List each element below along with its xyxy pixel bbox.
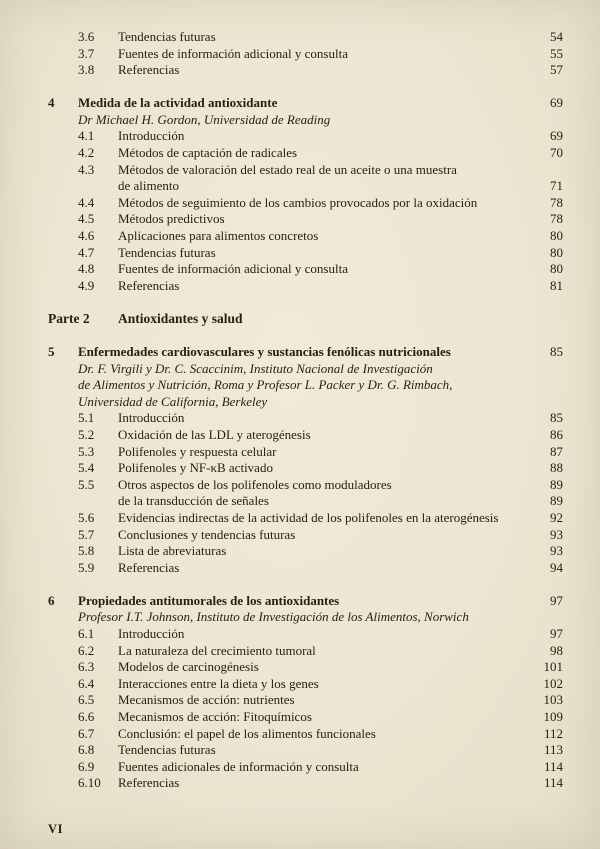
section-title: Tendencias futuras bbox=[118, 742, 216, 758]
section-title: Métodos de captación de radicales bbox=[118, 145, 298, 161]
section-page-number: 114 bbox=[543, 775, 563, 791]
toc-section-row bbox=[48, 261, 563, 278]
chapter-authors-row bbox=[48, 377, 563, 394]
section-number: 4.2 bbox=[78, 145, 95, 161]
section-page-number: 93 bbox=[550, 543, 563, 559]
section-page-number: 71 bbox=[550, 178, 563, 194]
toc-section-row bbox=[48, 527, 563, 544]
toc-section-row bbox=[48, 46, 563, 63]
section-number: 5.1 bbox=[78, 410, 95, 426]
section-title: Referencias bbox=[118, 775, 180, 791]
section-title: Fuentes adicionales de información y consulta bbox=[118, 758, 359, 774]
toc-section-row bbox=[48, 543, 563, 560]
section-page-number: 80 bbox=[550, 244, 563, 260]
section-number: 6.3 bbox=[78, 659, 95, 675]
section-title: Polifenoles y respuesta celular bbox=[118, 443, 277, 459]
section-page-number: 87 bbox=[550, 443, 563, 459]
chapter-block bbox=[48, 95, 563, 294]
toc-section-row bbox=[48, 759, 563, 776]
section-number: 5.6 bbox=[78, 509, 95, 525]
chapter-title: Medida de la actividad antioxidante bbox=[78, 95, 278, 111]
toc-section-row bbox=[48, 145, 563, 162]
section-title: Aplicaciones para alimentos concretos bbox=[118, 228, 319, 244]
section-title: La naturaleza del crecimiento tumoral bbox=[118, 642, 316, 658]
section-title: Mecanismos de acción: nutrientes bbox=[118, 692, 295, 708]
section-title: Tendencias futuras bbox=[118, 29, 216, 44]
chapter-tail-block bbox=[48, 29, 563, 79]
section-title: de la transducción de señales bbox=[118, 493, 269, 509]
toc-section-row bbox=[48, 626, 563, 643]
section-number: 3.8 bbox=[78, 62, 95, 78]
toc-section-row bbox=[48, 62, 563, 79]
section-page-number: 54 bbox=[550, 29, 563, 44]
section-page-number: 103 bbox=[543, 692, 563, 708]
toc-section-row bbox=[48, 775, 563, 792]
section-title: Fuentes de información adicional y consulta bbox=[118, 261, 348, 277]
section-number: 4.1 bbox=[78, 128, 95, 144]
section-title: Oxidación de las LDL y aterogénesis bbox=[118, 426, 311, 442]
section-page-number: 69 bbox=[550, 128, 563, 144]
chapter-title: Enfermedades cardiovasculares y sustancias fenólicas nutricionales bbox=[78, 344, 451, 359]
section-page-number: 78 bbox=[550, 194, 563, 210]
section-number: 4.5 bbox=[78, 211, 95, 227]
chapter-authors: de Alimentos y Nutrición, Roma y Profesor L. Packer y Dr. G. Rimbach, bbox=[78, 377, 453, 393]
section-page-number: 86 bbox=[550, 426, 563, 442]
section-page-number: 92 bbox=[550, 509, 563, 525]
section-page-number: 112 bbox=[543, 725, 563, 741]
section-number: 4.7 bbox=[78, 244, 95, 260]
toc-section-row bbox=[48, 659, 563, 676]
toc-section-row bbox=[48, 410, 563, 427]
section-page-number: 78 bbox=[550, 211, 563, 227]
part-label: Parte 2 bbox=[48, 310, 90, 326]
section-title: Mecanismos de acción: Fitoquímicos bbox=[118, 708, 312, 724]
chapter-page-number: 97 bbox=[550, 592, 563, 608]
chapter-authors: Universidad de California, Berkeley bbox=[78, 393, 268, 409]
section-title: Fuentes de información adicional y consulta bbox=[118, 45, 348, 61]
section-page-number: 80 bbox=[550, 228, 563, 244]
section-title: Modelos de carcinogénesis bbox=[118, 659, 259, 675]
section-title: Tendencias futuras bbox=[118, 244, 216, 260]
section-page-number: 57 bbox=[550, 62, 563, 78]
section-number: 5.2 bbox=[78, 426, 95, 442]
section-number: 4.9 bbox=[78, 277, 95, 293]
toc-section-row bbox=[48, 560, 563, 577]
toc-section-row bbox=[48, 510, 563, 527]
section-number: 6.4 bbox=[78, 675, 95, 691]
section-number: 4.6 bbox=[78, 228, 95, 244]
toc-section-row bbox=[48, 195, 563, 212]
toc-section-row bbox=[48, 444, 563, 461]
section-title: Polifenoles y NF-κB activado bbox=[118, 460, 273, 476]
section-title: Introducción bbox=[118, 410, 185, 426]
section-page-number: 114 bbox=[543, 758, 563, 774]
chapter-authors-row bbox=[48, 394, 563, 411]
chapter-authors-row bbox=[48, 361, 563, 378]
section-title: Conclusión: el papel de los alimentos funcionales bbox=[118, 725, 376, 741]
section-title: Lista de abreviaturas bbox=[118, 543, 227, 559]
section-page-number: 80 bbox=[550, 261, 563, 277]
chapter-number: 6 bbox=[48, 592, 55, 608]
section-title: Métodos de seguimiento de los cambios provocados por la oxidación bbox=[118, 194, 478, 210]
section-number: 6.8 bbox=[78, 742, 95, 758]
section-page-number: 113 bbox=[543, 742, 563, 758]
section-number: 6.6 bbox=[78, 708, 95, 724]
section-number: 6.5 bbox=[78, 692, 95, 708]
section-number: 4.3 bbox=[78, 161, 95, 177]
part-title: Antioxidantes y salud bbox=[118, 310, 243, 326]
chapter-title: Propiedades antitumorales de los antioxidantes bbox=[78, 592, 340, 608]
section-number: 4.4 bbox=[78, 194, 95, 210]
chapter-authors: Dr Michael H. Gordon, Universidad de Reading bbox=[78, 111, 331, 127]
toc-section-row bbox=[48, 692, 563, 709]
chapter-authors-row bbox=[48, 609, 563, 626]
toc-section-row bbox=[48, 709, 563, 726]
section-page-number: 98 bbox=[550, 642, 563, 658]
chapter-number: 5 bbox=[48, 344, 55, 359]
section-page-number: 70 bbox=[550, 145, 563, 161]
toc-section-row bbox=[48, 178, 563, 195]
toc-section-row bbox=[48, 29, 563, 46]
section-title: Evidencias indirectas de la actividad de los polifenoles en la aterogénesis bbox=[118, 509, 499, 525]
section-page-number: 81 bbox=[550, 277, 563, 293]
toc-section-row bbox=[48, 245, 563, 262]
toc-section-row bbox=[48, 278, 563, 295]
section-number: 3.7 bbox=[78, 45, 95, 61]
section-number: 4.8 bbox=[78, 261, 95, 277]
toc-chapter-row bbox=[48, 344, 563, 361]
section-number: 6.7 bbox=[78, 725, 95, 741]
section-number: 6.2 bbox=[78, 642, 95, 658]
section-title: Interacciones entre la dieta y los genes bbox=[118, 675, 319, 691]
toc-section-row bbox=[48, 742, 563, 759]
section-title: Conclusiones y tendencias futuras bbox=[118, 526, 296, 542]
section-number: 5.3 bbox=[78, 443, 95, 459]
section-number: 6.1 bbox=[78, 626, 95, 641]
toc-section-row bbox=[48, 493, 563, 510]
toc-chapter-row bbox=[48, 593, 563, 610]
toc-section-row bbox=[48, 460, 563, 477]
chapter-block bbox=[48, 593, 563, 792]
section-number: 5.8 bbox=[78, 543, 95, 559]
section-number: 6.10 bbox=[78, 775, 101, 791]
toc-section-row bbox=[48, 726, 563, 743]
section-title: de alimento bbox=[118, 178, 180, 194]
section-title: Introducción bbox=[118, 626, 185, 641]
section-page-number: 89 bbox=[550, 493, 563, 509]
section-title: Introducción bbox=[118, 128, 185, 144]
section-page-number: 88 bbox=[550, 460, 563, 476]
chapter-authors-row bbox=[48, 112, 563, 129]
section-title: Otros aspectos de los polifenoles como moduladores bbox=[118, 476, 392, 492]
section-number: 5.5 bbox=[78, 476, 95, 492]
section-page-number: 102 bbox=[543, 675, 563, 691]
section-page-number: 94 bbox=[550, 559, 563, 575]
toc-section-row bbox=[48, 477, 563, 494]
toc-section-row bbox=[48, 162, 563, 179]
section-page-number: 101 bbox=[543, 659, 563, 675]
part-heading-row bbox=[48, 311, 563, 328]
section-number: 3.6 bbox=[78, 29, 95, 44]
toc-section-row bbox=[48, 643, 563, 660]
section-page-number: 55 bbox=[550, 45, 563, 61]
page-number-footer: VI bbox=[48, 822, 64, 836]
toc-section-row bbox=[48, 211, 563, 228]
toc-section-row bbox=[48, 128, 563, 145]
section-number: 5.7 bbox=[78, 526, 95, 542]
section-title: Métodos de valoración del estado real de un aceite o una muestra bbox=[118, 161, 457, 177]
section-number: 5.9 bbox=[78, 559, 95, 575]
section-page-number: 109 bbox=[543, 708, 563, 724]
section-page-number: 89 bbox=[550, 476, 563, 492]
section-number: 5.4 bbox=[78, 460, 95, 476]
section-number: 6.9 bbox=[78, 758, 95, 774]
section-page-number: 93 bbox=[550, 526, 563, 542]
chapter-number: 4 bbox=[48, 95, 55, 111]
chapter-authors: Dr. F. Virgili y Dr. C. Scaccinim, Instituto Nacional de Investigación bbox=[78, 360, 433, 376]
toc-section-row bbox=[48, 427, 563, 444]
section-title: Referencias bbox=[118, 62, 180, 78]
toc-chapter-row bbox=[48, 95, 563, 112]
section-title: Métodos predictivos bbox=[118, 211, 225, 227]
chapter-page-number: 69 bbox=[550, 95, 563, 111]
section-title: Referencias bbox=[118, 559, 180, 575]
chapter-block bbox=[48, 344, 563, 576]
chapter-authors: Profesor I.T. Johnson, Instituto de Investigación de los Alimentos, Norwich bbox=[78, 609, 469, 625]
toc-section-row bbox=[48, 676, 563, 693]
section-title: Referencias bbox=[118, 277, 180, 293]
toc-section-row bbox=[48, 228, 563, 245]
section-page-number: 97 bbox=[550, 626, 563, 641]
chapter-page-number: 85 bbox=[550, 344, 563, 359]
toc-entries bbox=[48, 29, 563, 792]
section-page-number: 85 bbox=[550, 410, 563, 426]
